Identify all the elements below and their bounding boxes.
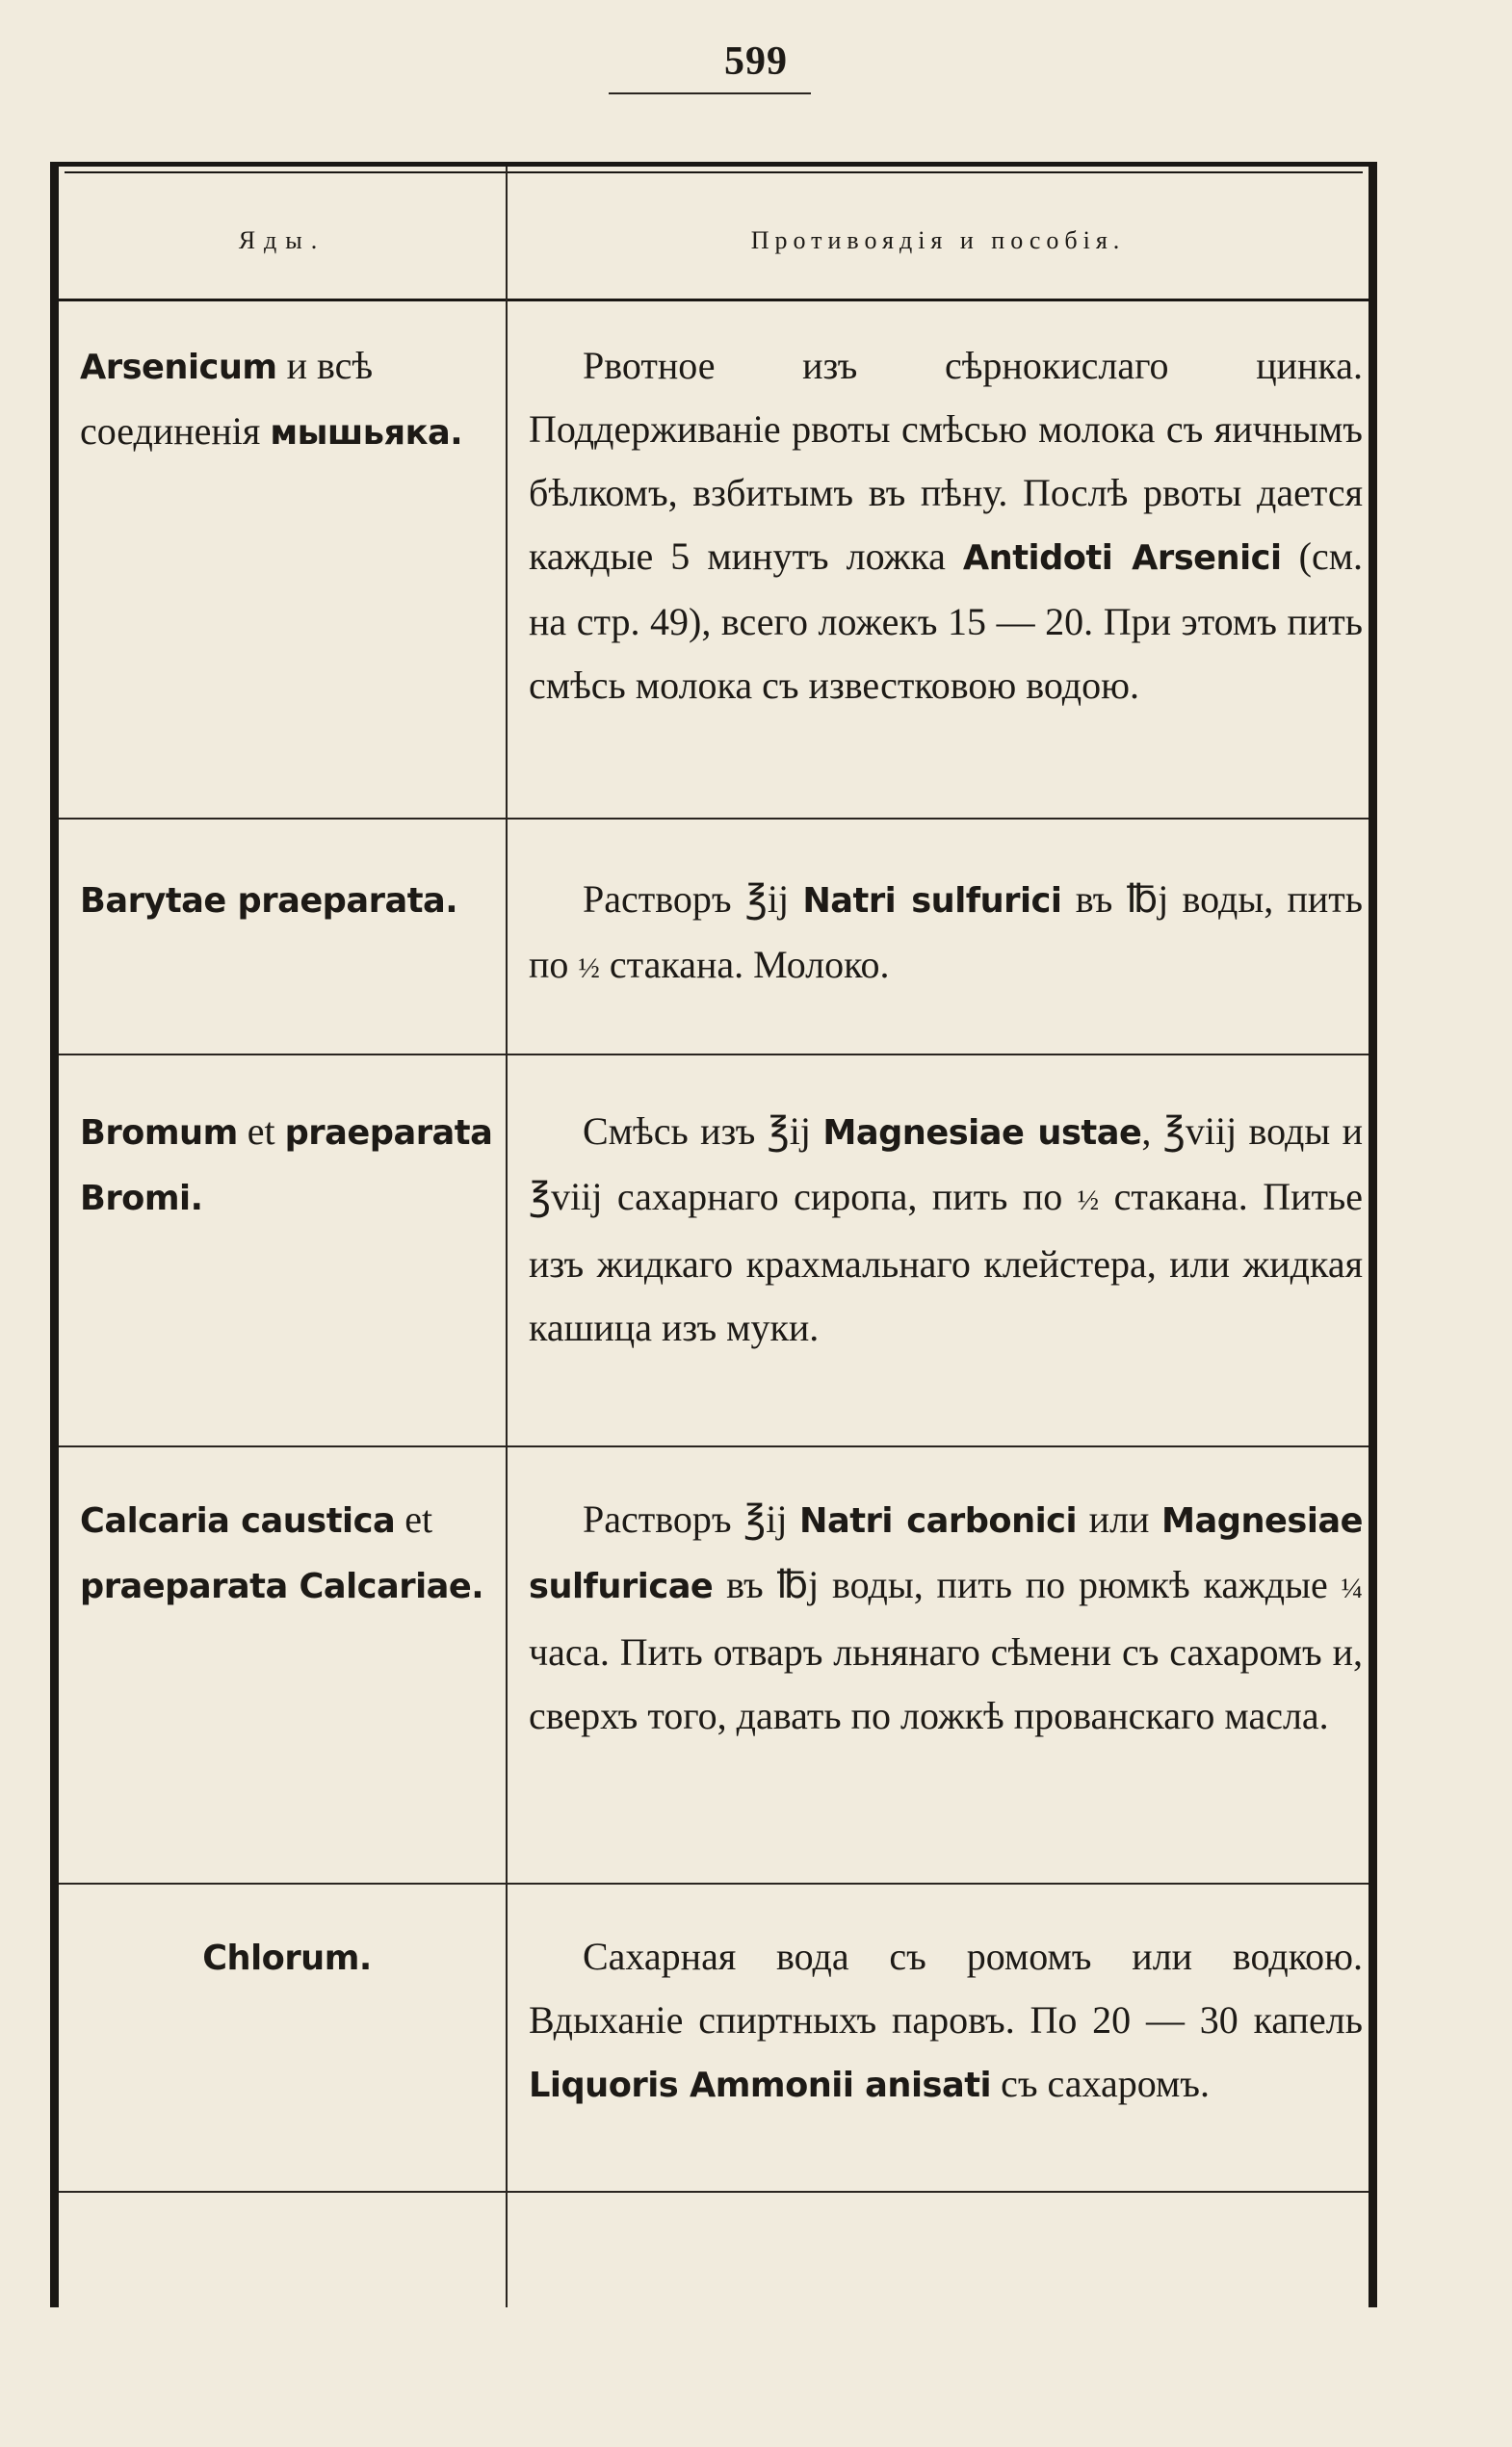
poison-table	[50, 162, 1377, 2307]
remedy-fraction: ½	[578, 952, 600, 984]
poison-name	[80, 1925, 494, 1991]
remedy-text-part: Magnesiae sulfuricae	[529, 1501, 1363, 1606]
remedy-text-part: часа. Пить отваръ льнянаго сѣмени съ сахаромъ и, сверхъ того, давать по ложкѣ прованскаго масла.	[529, 1630, 1363, 1737]
remedy-text	[529, 1100, 1363, 1360]
remedy-text-part: стакана. Молоко.	[599, 943, 890, 986]
poison-name-part: et	[237, 1109, 285, 1153]
remedy-text-part: Смѣсь изъ ℥ij	[583, 1109, 823, 1153]
poison-name-part: et	[395, 1497, 433, 1541]
poison-name-part: Calcaria caustica	[80, 1501, 396, 1541]
remedy-text-part: Сахарная вода съ ромомъ или водкою. Вдыханіе спиртныхъ паровъ. По 20 — 30 капель	[529, 1935, 1363, 2042]
remedy-text-part: Растворъ ℥ij	[583, 1497, 799, 1541]
page-number-rule	[609, 92, 811, 94]
table-row	[59, 1885, 1369, 2193]
page-number: 599	[724, 39, 788, 84]
remedy-text-part: (см. на стр. 49), всего ложекъ 15 — 20. При этомъ пить смѣсь молока съ известковою водою.	[529, 534, 1364, 707]
remedy-text	[529, 868, 1363, 1001]
header-poisons: Яды.	[238, 226, 326, 254]
poison-name	[80, 868, 494, 933]
table-header	[59, 167, 1369, 301]
remedy-text-part: Magnesiae ustae	[822, 1113, 1142, 1153]
table-row	[59, 1447, 1369, 1885]
table-row	[59, 820, 1369, 1055]
remedy-text	[529, 1488, 1363, 1748]
remedy-text-part: въ ℔j воды, пить по	[529, 877, 1363, 986]
table-row	[59, 301, 1369, 820]
table-row	[59, 1055, 1369, 1447]
poison-name-part: Barytae praeparata.	[80, 881, 458, 921]
poison-name	[80, 1100, 494, 1231]
poison-name	[80, 334, 494, 465]
poison-name-part: и всѣ соединенія	[80, 344, 374, 453]
remedy-text-part: Растворъ ℥ij	[583, 877, 803, 921]
remedy-text-part: Natri carbonici	[799, 1501, 1078, 1541]
poison-name-part: praeparata Calcariae.	[80, 1567, 484, 1606]
remedy-text-part: въ ℔j воды, пить по рюмкѣ каждые	[713, 1563, 1342, 1606]
remedy-text-part: или	[1077, 1497, 1162, 1541]
poison-name-part: Bromum	[80, 1113, 238, 1153]
remedy-text-part: съ сахаромъ.	[991, 2062, 1210, 2105]
poison-name-part: Arsenicum	[80, 348, 277, 387]
poison-name-part: мышьяка.	[270, 413, 463, 453]
remedy-fraction: ½	[1077, 1184, 1100, 1216]
remedy-text	[529, 1925, 1363, 2118]
poison-name-part: praeparata Bromi.	[80, 1113, 493, 1218]
remedy-text-part: Рвотное изъ сѣрнокислаго цинка. Поддерживаніе рвоты смѣсью молока съ яичнымъ бѣлкомъ, взбитымъ въ пѣну. Послѣ рвоты дается каждые 5 минутъ ложка	[529, 344, 1363, 578]
remedy-fraction: ¼	[1341, 1573, 1363, 1604]
remedy-text-part: Antidoti Arsenici	[962, 538, 1282, 578]
poison-name-part: Chlorum.	[202, 1939, 372, 1978]
poison-name	[80, 1488, 494, 1619]
remedy-text-part: Liquoris Ammonii anisati	[529, 2066, 992, 2105]
remedy-text-part: , ℥viij воды и ℥viij сахарнаго сиропа, пить по	[529, 1109, 1364, 1218]
header-remedies: Противоядія и пособія.	[750, 226, 1126, 254]
remedy-text	[529, 334, 1363, 717]
remedy-text-part: стакана. Питье изъ жидкаго крахмальнаго клейстера, или жидкая кашица изъ муки.	[529, 1175, 1364, 1349]
column-divider	[506, 167, 508, 2307]
remedy-text-part: Natri sulfurici	[802, 881, 1062, 921]
